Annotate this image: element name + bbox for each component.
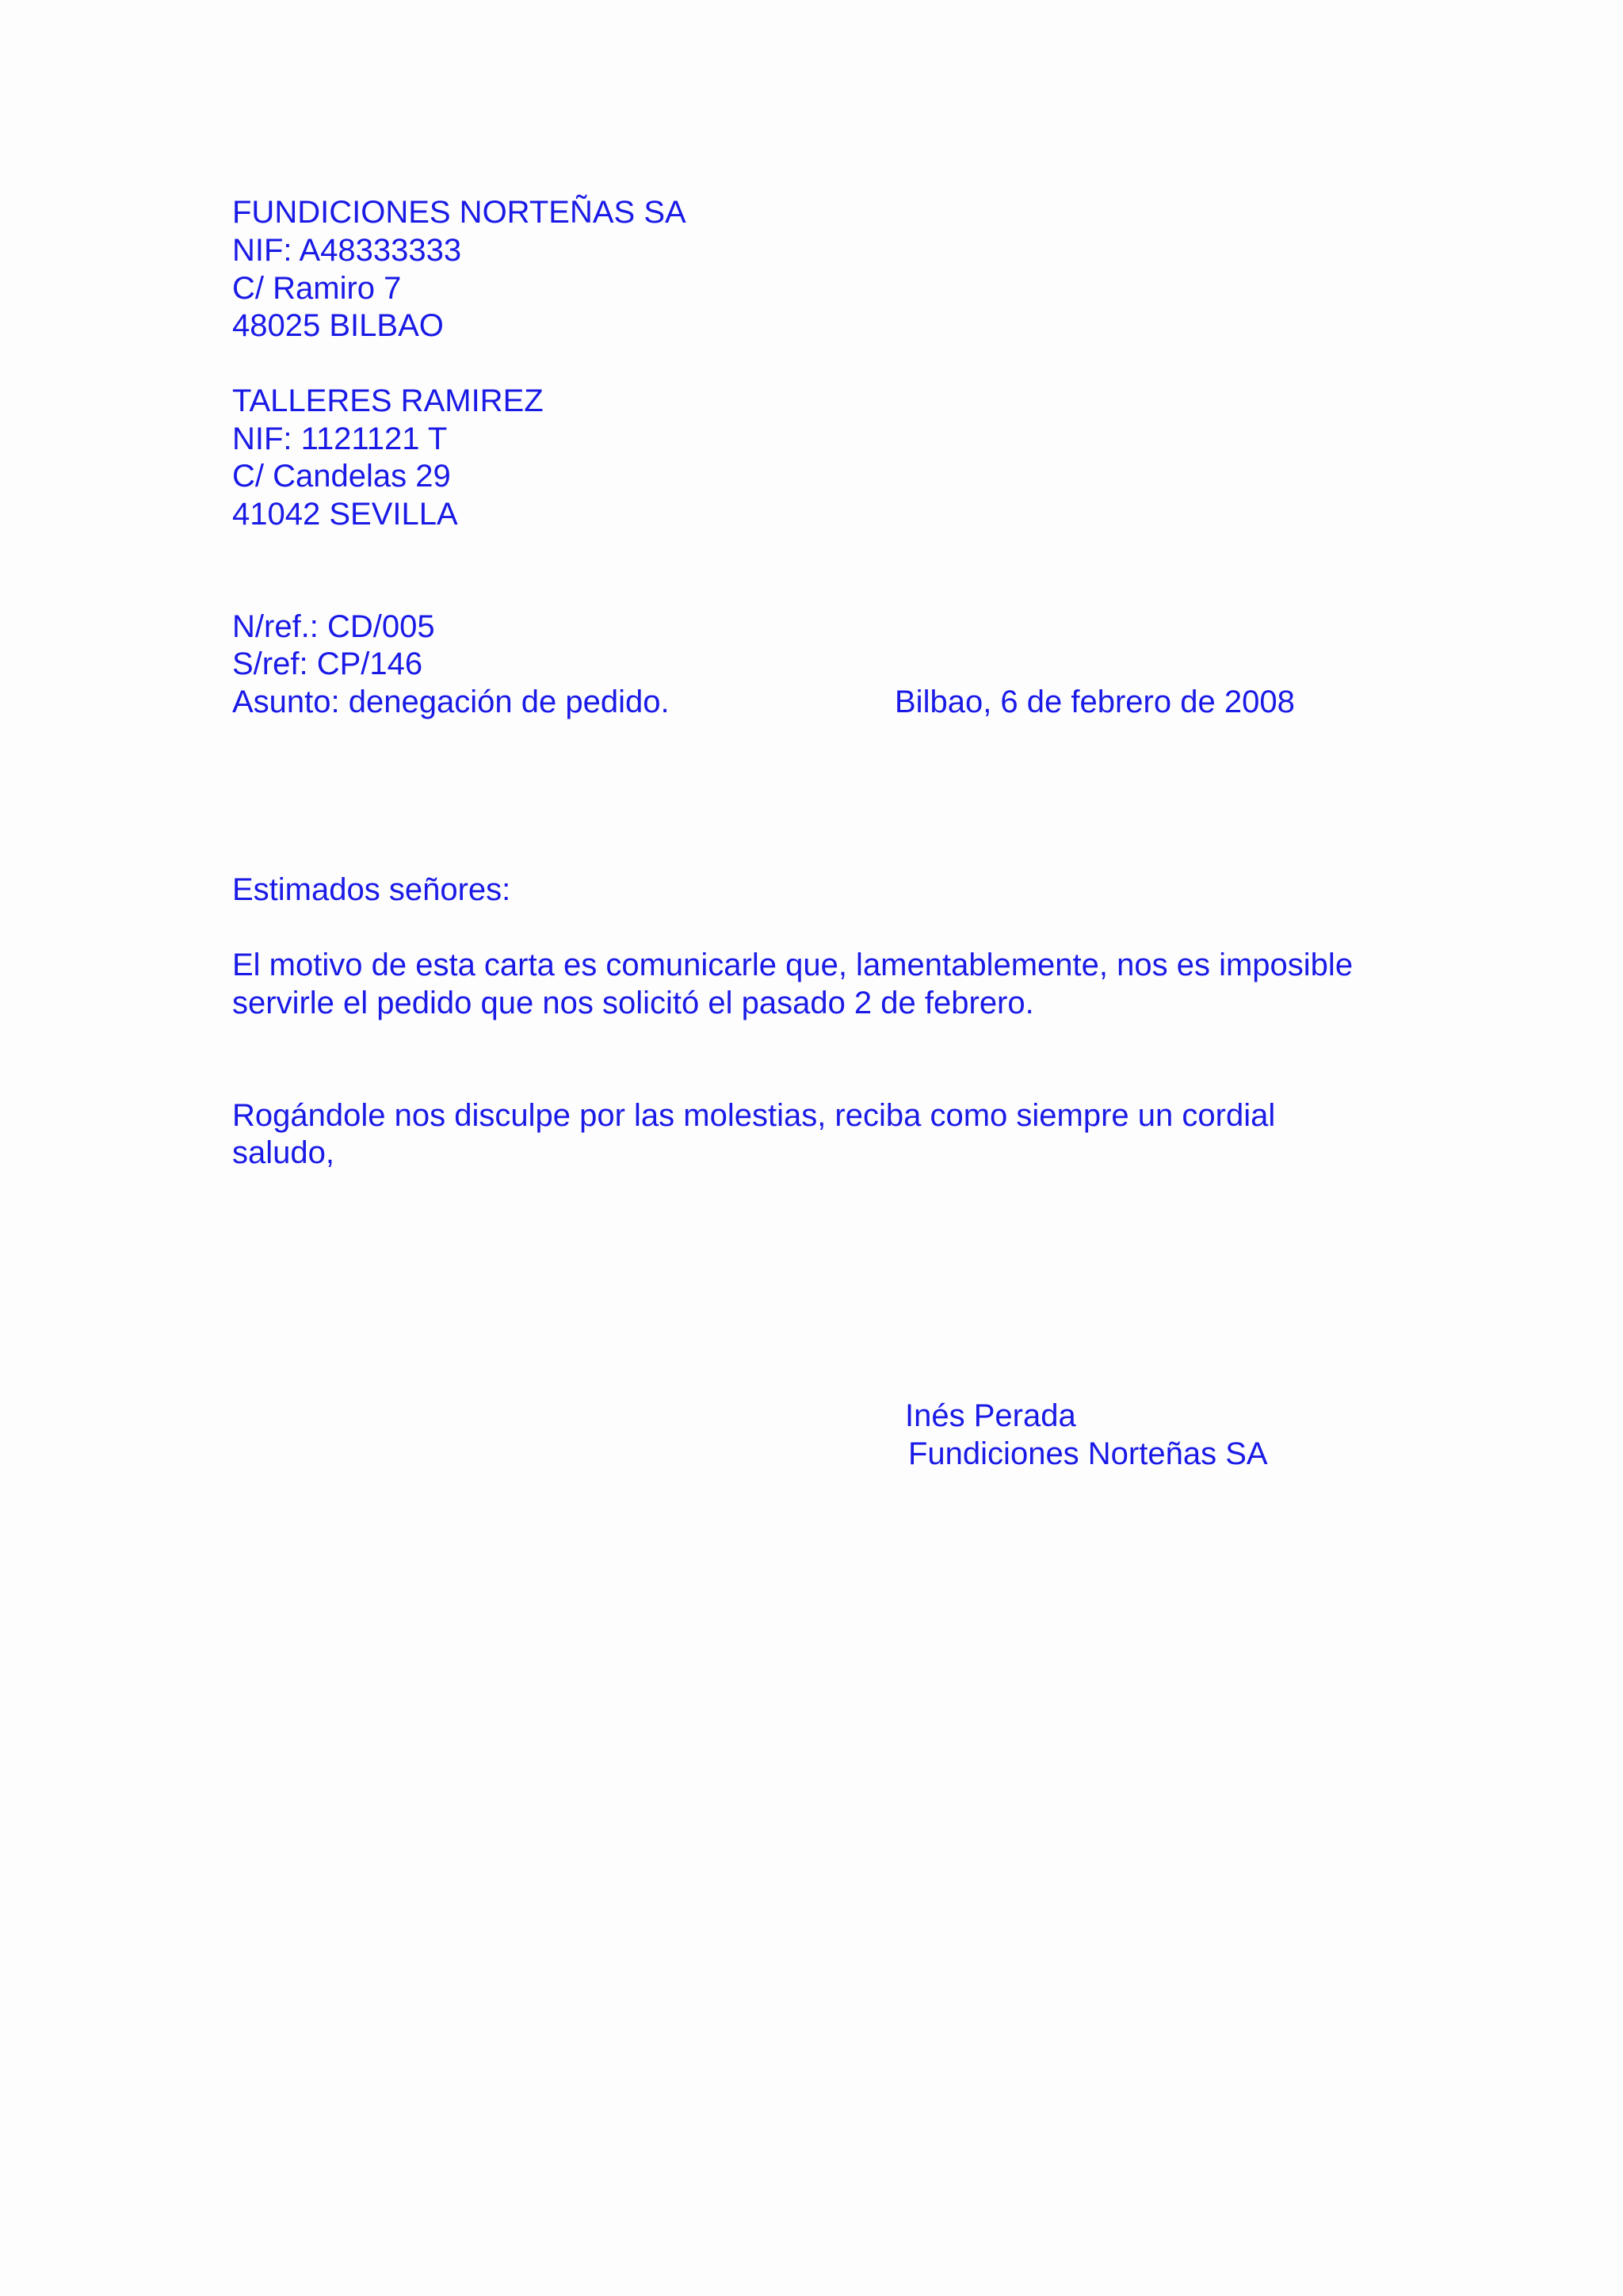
recipient-name: TALLERES RAMIREZ: [232, 383, 544, 418]
body-paragraph-line-2: servirle el pedido que nos solicitó el pasado 2 de febrero.: [232, 986, 1034, 1020]
closing-line-1: Rogándole nos disculpe por las molestias, reciba como siempre un cordial: [232, 1098, 1276, 1133]
sender-street: C/ Ramiro 7: [232, 271, 402, 306]
body-paragraph-line-1: El motivo de esta carta es comunicarle que, lamentablemente, nos es imposible: [232, 948, 1354, 982]
sender-name: FUNDICIONES NORTEÑAS SA: [232, 195, 686, 230]
our-reference: N/ref.: CD/005: [232, 609, 435, 644]
place-date: Bilbao, 6 de febrero de 2008: [895, 685, 1295, 719]
recipient-street: C/ Candelas 29: [232, 459, 451, 494]
salutation: Estimados señores:: [232, 872, 511, 907]
subject-line: Asunto: denegación de pedido.: [232, 685, 670, 719]
signature-name: Inés Perada: [905, 1398, 1076, 1433]
closing-line-2: saludo,: [232, 1135, 334, 1170]
your-reference: S/ref: CP/146: [232, 646, 423, 681]
signature-company: Fundiciones Norteñas SA: [908, 1436, 1268, 1471]
sender-city: 48025 BILBAO: [232, 308, 444, 343]
recipient-city: 41042 SEVILLA: [232, 497, 458, 532]
sender-nif: NIF: A48333333: [232, 233, 462, 268]
recipient-nif: NIF: 1121121 T: [232, 421, 448, 456]
